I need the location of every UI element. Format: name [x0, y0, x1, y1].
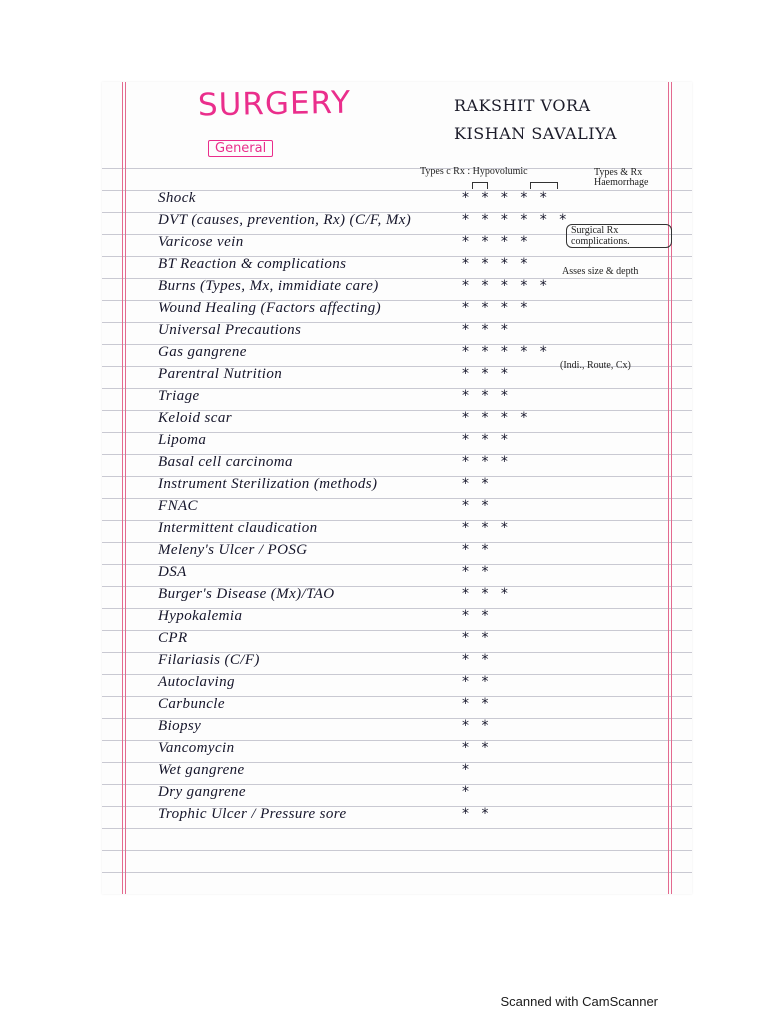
- list-item: [158, 273, 692, 295]
- topic-label: Varicose vein: [158, 234, 244, 250]
- list-item: [158, 669, 692, 691]
- list-item: [158, 647, 692, 669]
- list-item: [158, 691, 692, 713]
- list-item: [158, 603, 692, 625]
- topic-label: Dry gangrene: [158, 784, 246, 800]
- topic-label: Lipoma: [158, 432, 207, 448]
- topic-label: Trophic Ulcer / Pressure sore: [158, 806, 347, 822]
- star-rating: * * *: [462, 586, 512, 602]
- topic-label: CPR: [158, 630, 188, 646]
- star-rating: *: [462, 762, 473, 778]
- ruled-line: [102, 872, 692, 873]
- page-subtitle: General: [208, 140, 273, 157]
- list-item: [158, 185, 692, 207]
- margin-line: [122, 82, 123, 894]
- star-rating: * *: [462, 564, 493, 580]
- list-item: [158, 207, 692, 229]
- star-rating: *: [462, 784, 473, 800]
- list-item: [158, 449, 692, 471]
- list-item: [158, 383, 692, 405]
- topic-label: Basal cell carcinoma: [158, 454, 293, 470]
- note-types-rx-haemorrhage: Types & Rx Haemorrhage: [594, 167, 649, 188]
- star-rating: * *: [462, 498, 493, 514]
- topic-label: Hypokalemia: [158, 608, 243, 624]
- list-item: [158, 471, 692, 493]
- star-rating: * * * * *: [462, 190, 551, 206]
- list-item: [158, 295, 692, 317]
- topic-label: Burns (Types, Mx, immidiate care): [158, 278, 379, 294]
- list-item: [158, 317, 692, 339]
- list-item: [158, 779, 692, 801]
- note-indi-route: (Indi., Route, Cx): [560, 360, 631, 371]
- star-rating: * * * *: [462, 256, 532, 272]
- star-rating: * *: [462, 674, 493, 690]
- star-rating: * *: [462, 696, 493, 712]
- scanner-watermark: Scanned with CamScanner: [500, 994, 658, 1009]
- star-rating: * * * *: [462, 234, 532, 250]
- topic-label: Wet gangrene: [158, 762, 245, 778]
- list-item: [158, 581, 692, 603]
- star-rating: * *: [462, 718, 493, 734]
- list-item: [158, 515, 692, 537]
- star-rating: * * *: [462, 322, 512, 338]
- star-rating: * * * * * *: [462, 212, 571, 228]
- page-title: SURGERY: [197, 84, 352, 124]
- list-item: [158, 559, 692, 581]
- list-item: [158, 735, 692, 757]
- star-rating: * * * * *: [462, 344, 551, 360]
- topic-label: BT Reaction & complications: [158, 256, 347, 272]
- list-item: [158, 537, 692, 559]
- topic-label: Instrument Sterilization (methods): [158, 476, 378, 492]
- list-item: [158, 427, 692, 449]
- star-rating: * *: [462, 476, 493, 492]
- topic-label: Carbuncle: [158, 696, 225, 712]
- topic-label: Wound Healing (Factors affecting): [158, 300, 382, 316]
- notebook-page: [102, 82, 692, 894]
- star-rating: * * * * *: [462, 278, 551, 294]
- star-rating: * * * *: [462, 410, 532, 426]
- topic-label: Autoclaving: [158, 674, 235, 690]
- topic-label: Meleny's Ulcer / POSG: [158, 542, 308, 558]
- star-rating: * * *: [462, 388, 512, 404]
- list-item: [158, 405, 692, 427]
- star-rating: * * * *: [462, 300, 532, 316]
- margin-line: [125, 82, 126, 894]
- star-rating: * *: [462, 542, 493, 558]
- ruled-line: [102, 850, 692, 851]
- author-name: KISHAN SAVALIYA: [454, 124, 617, 143]
- list-item: [158, 713, 692, 735]
- note-types-rx-hypovolumic: Types c Rx : Hypovolumic: [420, 166, 528, 177]
- topic-label: Keloid scar: [158, 410, 232, 426]
- list-item: [158, 757, 692, 779]
- star-rating: * * *: [462, 520, 512, 536]
- star-rating: * * *: [462, 366, 512, 382]
- topic-label: Shock: [158, 190, 196, 206]
- topic-label: Universal Precautions: [158, 322, 302, 338]
- star-rating: * *: [462, 652, 493, 668]
- star-rating: * * *: [462, 432, 512, 448]
- list-item: [158, 361, 692, 383]
- topic-label: Filariasis (C/F): [158, 652, 260, 668]
- topic-label: Biopsy: [158, 718, 202, 734]
- list-item: [158, 625, 692, 647]
- topic-label: Intermittent claudication: [158, 520, 318, 536]
- list-item: [158, 493, 692, 515]
- topic-label: Gas gangrene: [158, 344, 247, 360]
- ruled-line: [102, 828, 692, 829]
- note-asses-size: Asses size & depth: [562, 266, 639, 277]
- list-item: [158, 229, 692, 251]
- star-rating: * *: [462, 608, 493, 624]
- list-item: [158, 251, 692, 273]
- topic-label: FNAC: [158, 498, 198, 514]
- topic-label: Burger's Disease (Mx)/TAO: [158, 586, 335, 602]
- list-item: [158, 339, 692, 361]
- author-name: RAKSHIT VORA: [454, 96, 591, 115]
- topic-label: Vancomycin: [158, 740, 235, 756]
- list-item: [158, 801, 692, 823]
- note-surgical-rx: Surgical Rx complications.: [566, 224, 672, 248]
- topic-label: DSA: [158, 564, 187, 580]
- topic-label: DVT (causes, prevention, Rx) (C/F, Mx): [158, 212, 412, 228]
- topic-label: Triage: [158, 388, 200, 404]
- star-rating: * *: [462, 740, 493, 756]
- star-rating: * *: [462, 806, 493, 822]
- star-rating: * * *: [462, 454, 512, 470]
- star-rating: * *: [462, 630, 493, 646]
- topic-label: Parentral Nutrition: [158, 366, 283, 382]
